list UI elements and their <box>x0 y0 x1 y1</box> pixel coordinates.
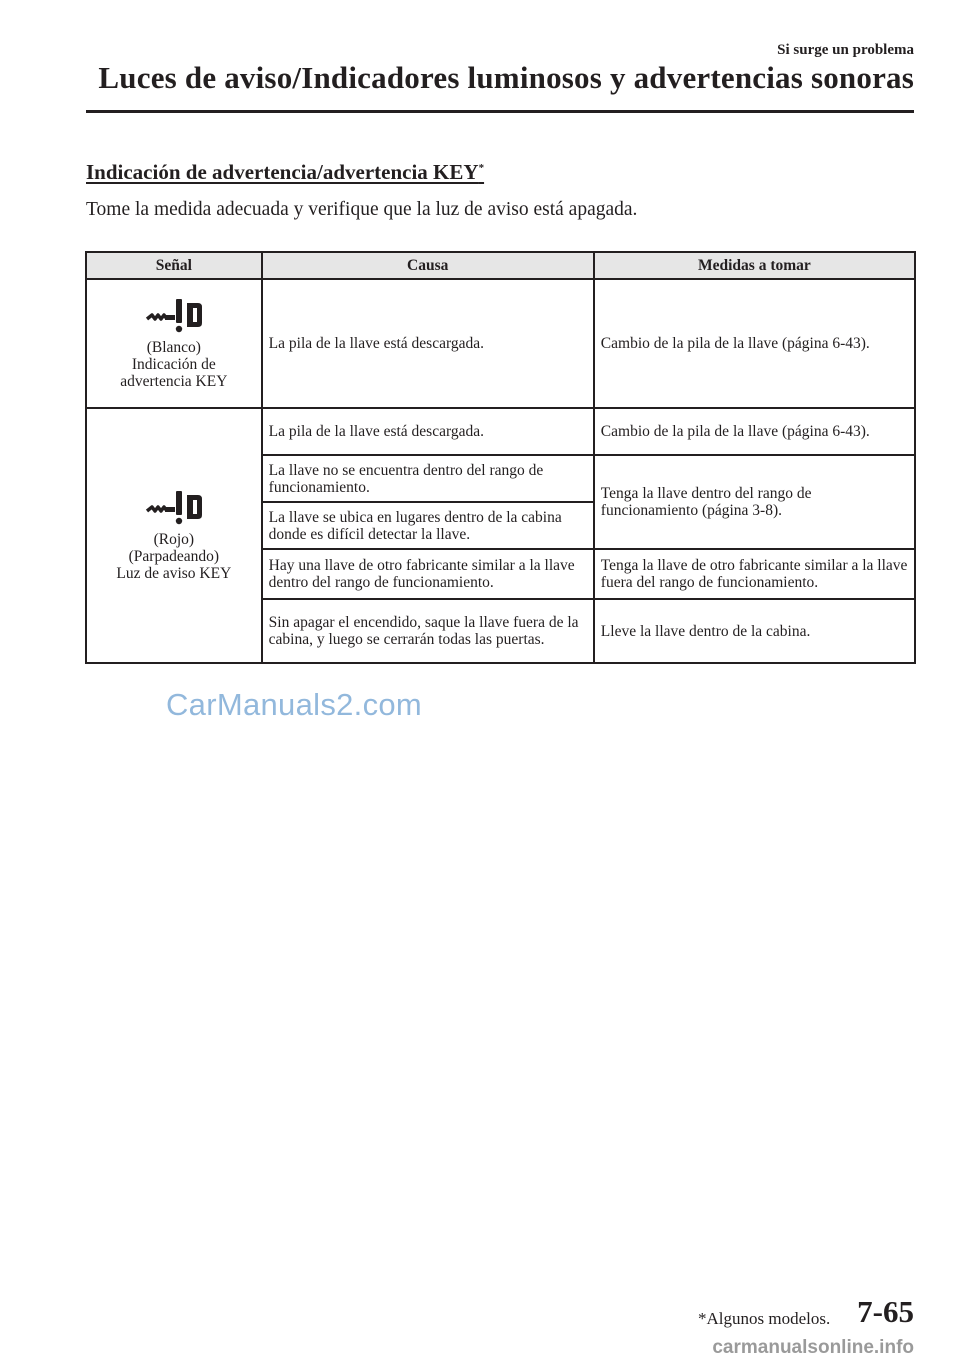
cause-cell: La llave no se encuentra dentro del rango de funcionamiento. <box>262 455 594 502</box>
header-action: Medidas a tomar <box>594 252 915 279</box>
subheading-text: Indicación de advertencia/advertencia KEY <box>86 160 479 184</box>
signal-color: (Rojo) <box>153 531 195 548</box>
footnote: *Algunos modelos. <box>698 1309 831 1328</box>
signal-state: (Parpadeando) <box>128 548 220 565</box>
section-label: Si surge un problema <box>777 42 914 58</box>
table-row <box>86 408 915 455</box>
cause-cell: La pila de la llave está descargada. <box>262 279 594 408</box>
header-cause: Causa <box>262 252 594 279</box>
page-number: 7-65 <box>857 1294 914 1329</box>
heading-rule <box>86 110 914 113</box>
key-warning-icon <box>143 297 205 333</box>
cause-cell: Sin apagar el encendido, saque la llave fuera de la cabina, y luego se cerrarán todas las puertas. <box>262 599 594 663</box>
action-cell: Tenga la llave de otro fabricante similar a la llave fuera del rango de funcionamiento. <box>594 549 915 599</box>
warning-table <box>85 251 916 664</box>
subheading <box>86 160 484 185</box>
cause-cell: La pila de la llave está descargada. <box>262 408 594 455</box>
footer-watermark: carmanualsonline.info <box>712 1337 914 1358</box>
signal-cell-red <box>86 408 262 663</box>
subheading-mark: * <box>478 162 485 174</box>
page-heading: Luces de aviso/Indicadores luminosos y advertencias sonoras <box>98 60 914 95</box>
signal-label-line1: Indicación de <box>131 356 216 373</box>
key-warning-icon <box>143 489 205 525</box>
signal-cell-white <box>86 279 262 408</box>
action-cell: Lleve la llave dentro de la cabina. <box>594 599 915 663</box>
action-cell: Cambio de la pila de la llave (página 6-43). <box>594 408 915 455</box>
signal-color: (Blanco) <box>146 339 201 356</box>
intro-text: Tome la medida adecuada y verifique que la luz de aviso está apagada. <box>86 199 638 220</box>
action-cell: Tenga la llave dentro del rango de funcionamiento (página 3-8). <box>594 455 915 549</box>
header-signal: Señal <box>86 252 262 279</box>
cause-cell: Hay una llave de otro fabricante similar a la llave dentro del rango de funcionamiento. <box>262 549 594 599</box>
signal-label: Luz de aviso KEY <box>116 565 232 582</box>
signal-label-line2: advertencia KEY <box>120 373 228 390</box>
action-cell: Cambio de la pila de la llave (página 6-43). <box>594 279 915 408</box>
watermark: CarManuals2.com <box>166 687 423 722</box>
cause-cell: La llave se ubica en lugares dentro de la cabina donde es difícil detectar la llave. <box>262 502 594 549</box>
table-row <box>86 279 915 408</box>
table-header-row <box>86 252 915 279</box>
